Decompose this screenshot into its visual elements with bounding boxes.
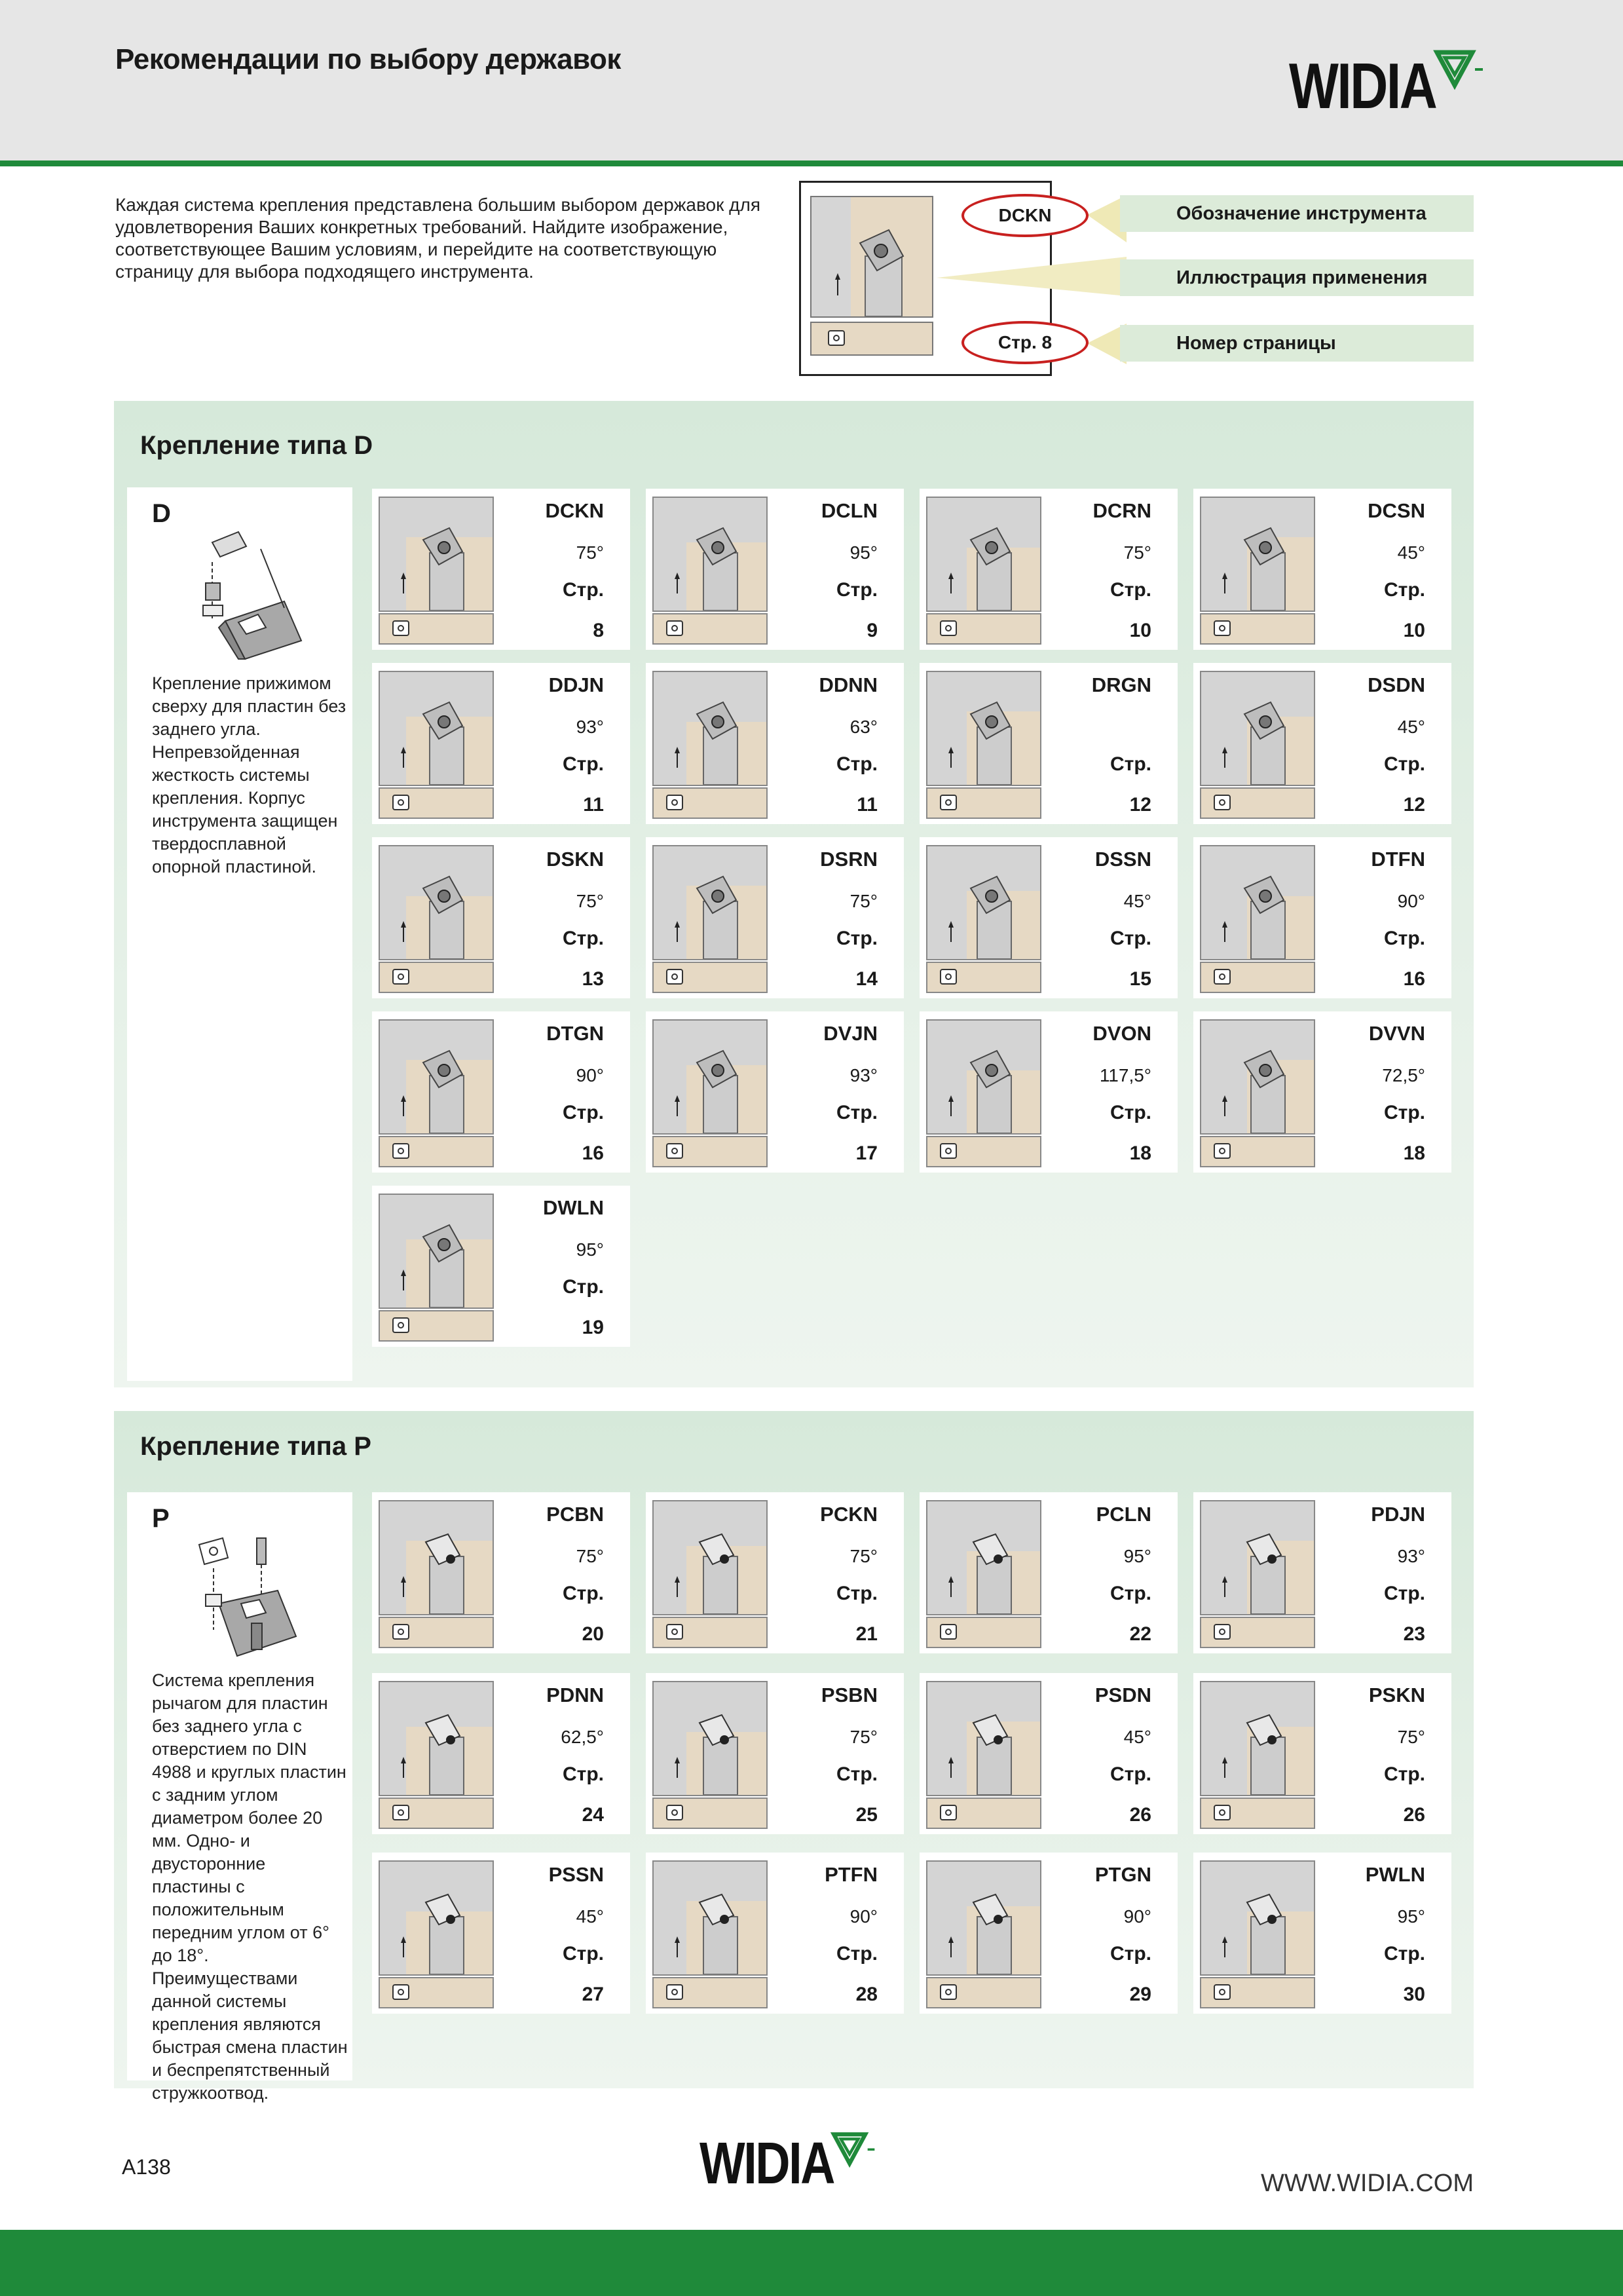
page-reference: 17	[855, 1142, 878, 1164]
approach-angle: 95°	[849, 542, 878, 563]
section-title: Крепление типа D	[140, 431, 373, 460]
approach-angle: 63°	[849, 717, 878, 737]
application-illustration	[652, 671, 768, 786]
tool-holder-card[interactable]	[920, 663, 1178, 824]
widia-logo	[1289, 50, 1491, 122]
application-illustration	[379, 1500, 494, 1615]
page-reference: 11	[583, 794, 604, 816]
application-illustration	[379, 1019, 494, 1135]
tool-holder-card[interactable]	[1193, 1853, 1451, 2014]
insert-illustration	[379, 1310, 494, 1342]
approach-angle: 45°	[1397, 542, 1425, 563]
application-illustration	[379, 1860, 494, 1976]
page-reference: 23	[1403, 1623, 1425, 1645]
page-label: Стр.	[1383, 928, 1425, 949]
tool-code: DCSN	[1368, 499, 1425, 522]
page-label: Стр.	[562, 928, 604, 949]
page-reference: 13	[582, 968, 604, 990]
tool-code: PDNN	[546, 1684, 604, 1706]
insert-illustration	[926, 1617, 1041, 1648]
page-label: Стр.	[1383, 579, 1425, 601]
page-reference: 18	[1129, 1142, 1151, 1164]
tool-code: DSKN	[546, 848, 604, 871]
section-title: Крепление типа P	[140, 1432, 371, 1461]
insert-illustration	[1200, 787, 1315, 819]
page-label: Стр.	[836, 928, 878, 949]
tool-holder-card[interactable]	[372, 489, 630, 650]
tool-code: PDJN	[1371, 1503, 1425, 1526]
application-illustration	[926, 1019, 1041, 1135]
tool-code: DSRN	[820, 848, 878, 871]
footer-widia-logo	[700, 2131, 882, 2196]
page-reference: 14	[855, 968, 878, 990]
page-label: Стр.	[562, 1943, 604, 1965]
tool-holder-card[interactable]	[646, 837, 904, 998]
application-illustration	[1200, 1860, 1315, 1976]
application-illustration	[1200, 1019, 1315, 1135]
tool-holder-card[interactable]	[1193, 663, 1451, 824]
page-label: Стр.	[1110, 579, 1151, 601]
approach-angle: 45°	[1123, 1727, 1151, 1747]
insert-illustration	[379, 962, 494, 993]
page-reference: 10	[1403, 620, 1425, 641]
tool-holder-card[interactable]	[372, 1853, 630, 2014]
tool-holder-card[interactable]	[920, 1011, 1178, 1173]
insert-illustration	[652, 613, 768, 645]
legend-label-illustration: Иллюстрация применения	[1120, 259, 1474, 296]
clamp-exploded-drawing	[186, 1532, 304, 1666]
application-illustration	[1200, 845, 1315, 960]
page-reference: 11	[857, 794, 878, 816]
tool-code: PSSN	[548, 1863, 604, 1886]
logo-text: WIDIA	[700, 2131, 834, 2196]
page-label: Стр.	[562, 1276, 604, 1298]
approach-angle: 90°	[849, 1906, 878, 1927]
legend-code-oval: DCKN	[961, 194, 1089, 237]
approach-angle: 95°	[1123, 1546, 1151, 1566]
page-reference: 30	[1403, 1984, 1425, 2005]
approach-angle: 62,5°	[561, 1727, 604, 1747]
page-reference: 12	[1403, 794, 1425, 816]
legend-label-designation: Обозначение инструмента	[1120, 195, 1474, 232]
logo-triangle-icon	[829, 2130, 882, 2172]
insert-illustration	[810, 322, 933, 356]
header-divider	[0, 160, 1623, 166]
tool-holder-card[interactable]	[1193, 837, 1451, 998]
page-label: Стр.	[562, 579, 604, 601]
page-reference: 9	[867, 620, 878, 641]
page-reference: 16	[1403, 968, 1425, 990]
application-illustration	[379, 1681, 494, 1796]
page-reference: 26	[1129, 1804, 1151, 1826]
page-label: Стр.	[836, 1583, 878, 1604]
insert-illustration	[652, 962, 768, 993]
website-link[interactable]: WWW.WIDIA.COM	[1260, 2170, 1474, 2197]
application-illustration	[652, 1681, 768, 1796]
page-label: Стр.	[836, 579, 878, 601]
tool-holder-card[interactable]	[372, 663, 630, 824]
application-illustration	[926, 497, 1041, 612]
tool-holder-card[interactable]	[372, 837, 630, 998]
page-label: Стр.	[1110, 1763, 1151, 1785]
clamp-exploded-drawing	[186, 523, 304, 664]
tool-holder-card[interactable]	[646, 1853, 904, 2014]
tool-holder-card[interactable]	[920, 837, 1178, 998]
application-illustration	[379, 845, 494, 960]
section-clamp-type-d	[114, 401, 1474, 1387]
tool-holder-card[interactable]	[1193, 1673, 1451, 1834]
insert-illustration	[926, 787, 1041, 819]
page-reference: 20	[582, 1623, 604, 1645]
application-illustration	[379, 671, 494, 786]
page-reference: 21	[855, 1623, 878, 1645]
insert-illustration	[926, 613, 1041, 645]
page-reference: 29	[1129, 1984, 1151, 2005]
page-label: Стр.	[562, 1583, 604, 1604]
insert-illustration	[652, 1797, 768, 1829]
approach-angle: 93°	[849, 1065, 878, 1085]
page-reference: 24	[582, 1804, 604, 1826]
approach-angle: 95°	[576, 1239, 604, 1260]
approach-angle: 45°	[1123, 891, 1151, 911]
insert-illustration	[379, 1797, 494, 1829]
page-label: Стр.	[836, 1943, 878, 1965]
insert-illustration	[379, 1136, 494, 1167]
tool-code: PCKN	[820, 1503, 878, 1526]
tool-code: DVON	[1092, 1022, 1151, 1045]
page-reference: 8	[593, 620, 604, 641]
page-label: Стр.	[1383, 1763, 1425, 1785]
approach-angle: 72,5°	[1382, 1065, 1425, 1085]
page-number: A138	[122, 2155, 171, 2179]
tool-holder-card[interactable]	[372, 1673, 630, 1834]
application-illustration	[652, 497, 768, 612]
tool-holder-card[interactable]	[372, 1492, 630, 1653]
insert-illustration	[379, 1977, 494, 2008]
tool-code: PWLN	[1365, 1863, 1425, 1886]
tool-code: DRGN	[1091, 673, 1151, 696]
page-label: Стр.	[1110, 1943, 1151, 1965]
page-label: Стр.	[836, 753, 878, 775]
approach-angle: 75°	[1123, 542, 1151, 563]
tool-holder-card[interactable]	[372, 1186, 630, 1347]
application-illustration	[652, 1019, 768, 1135]
tool-holder-card[interactable]	[372, 1011, 630, 1173]
tool-holder-card[interactable]	[920, 1492, 1178, 1653]
approach-angle: 90°	[1397, 891, 1425, 911]
application-illustration	[1200, 497, 1315, 612]
page-label: Стр.	[1383, 753, 1425, 775]
clamp-description: Крепление прижимом сверху для пластин без заднего угла. Непревзойденная жесткость системы крепления. Корпус инструмента защищен твердосплавной опорной пластиной.	[152, 673, 346, 876]
insert-illustration	[379, 787, 494, 819]
insert-illustration	[1200, 962, 1315, 993]
application-illustration	[652, 845, 768, 960]
tool-code: DTGN	[546, 1022, 604, 1045]
application-illustration	[1200, 671, 1315, 786]
application-illustration	[1200, 1681, 1315, 1796]
tool-code: DWLN	[543, 1196, 604, 1219]
tool-holder-card[interactable]	[920, 1853, 1178, 2014]
section-clamp-type-p	[114, 1411, 1474, 2103]
page-label: Стр.	[1110, 753, 1151, 775]
insert-illustration	[652, 1617, 768, 1648]
footer-bar	[0, 2230, 1623, 2296]
page-label: Стр.	[1110, 1102, 1151, 1123]
page-reference: 10	[1129, 620, 1151, 641]
tool-code: DDJN	[548, 673, 604, 696]
approach-angle: 75°	[576, 1546, 604, 1566]
page-reference: 22	[1129, 1623, 1151, 1645]
approach-angle: 93°	[576, 717, 604, 737]
application-illustration	[652, 1860, 768, 1976]
insert-illustration	[926, 1797, 1041, 1829]
tool-holder-card[interactable]	[920, 1673, 1178, 1834]
tool-holder-card[interactable]	[1193, 1011, 1451, 1173]
tool-code: PTFN	[825, 1863, 878, 1886]
approach-angle: 93°	[1397, 1546, 1425, 1566]
tool-code: DVVN	[1368, 1022, 1425, 1045]
insert-illustration	[926, 962, 1041, 993]
tool-holder-card[interactable]	[646, 663, 904, 824]
page-title: Рекомендации по выбору державок	[115, 43, 621, 75]
legend-beam-2	[937, 257, 1127, 296]
page-reference: 12	[1129, 794, 1151, 816]
application-illustration	[1200, 1500, 1315, 1615]
approach-angle: 117,5°	[1099, 1065, 1151, 1085]
insert-illustration	[379, 613, 494, 645]
tool-code: DVJN	[823, 1022, 878, 1045]
tool-holder-card[interactable]	[1193, 1492, 1451, 1653]
tool-code: PSKN	[1368, 1684, 1425, 1706]
insert-illustration	[652, 787, 768, 819]
insert-illustration	[379, 1617, 494, 1648]
page-label: Стр.	[836, 1102, 878, 1123]
tool-holder-card[interactable]	[646, 1492, 904, 1653]
page-reference: 16	[582, 1142, 604, 1164]
clamp-description: Система крепления рычагом для пластин без заднего угла с отверстием по DIN 4988 и круглых пластин с задним углом диаметром более 20 мм. Одно- и двусторонние пластины с положительным передним углом от 6° до 18°. Преимуществами данной системы крепления являются быстрая смена пластин и беспрепятственный стружкоотвод.	[152, 1670, 348, 2103]
page-label: Стр.	[1383, 1583, 1425, 1604]
tool-code: DSSN	[1094, 848, 1151, 871]
approach-angle: 75°	[576, 542, 604, 563]
tool-code: PSBN	[821, 1684, 878, 1706]
insert-illustration	[1200, 1977, 1315, 2008]
tool-code: DSDN	[1368, 673, 1425, 696]
page-reference: 26	[1403, 1804, 1425, 1826]
tool-code: PCBN	[546, 1503, 604, 1526]
approach-angle: 75°	[849, 1546, 878, 1566]
application-illustration	[379, 497, 494, 612]
tool-holder-card[interactable]	[920, 489, 1178, 650]
page-reference: 18	[1403, 1142, 1425, 1164]
tool-code: DTFN	[1371, 848, 1425, 871]
page-reference: 15	[1129, 968, 1151, 990]
application-illustration	[926, 1681, 1041, 1796]
page-label: Стр.	[562, 1763, 604, 1785]
page-label: Стр.	[562, 753, 604, 775]
application-illustration	[926, 845, 1041, 960]
insert-illustration	[926, 1136, 1041, 1167]
legend-label-page: Номер страницы	[1120, 325, 1474, 362]
insert-illustration	[1200, 613, 1315, 645]
page-reference: 27	[582, 1984, 604, 2005]
tool-code: DCLN	[821, 499, 878, 522]
tool-code: DDNN	[819, 673, 878, 696]
clamp-letter: P	[152, 1504, 170, 1533]
clamp-description-panel	[127, 1492, 352, 2103]
clamp-description-panel	[127, 487, 352, 1381]
tool-code: DCKN	[545, 499, 604, 522]
insert-illustration	[652, 1977, 768, 2008]
approach-angle: 75°	[576, 891, 604, 911]
application-illustration	[926, 671, 1041, 786]
page-label: Стр.	[1110, 1583, 1151, 1604]
logo-text: WIDIA	[1289, 50, 1436, 122]
approach-angle: 45°	[576, 1906, 604, 1927]
insert-illustration	[652, 1136, 768, 1167]
tool-holder-card[interactable]	[646, 1673, 904, 1834]
page-label: Стр.	[836, 1763, 878, 1785]
tool-holder-card[interactable]	[646, 489, 904, 650]
clamp-letter: D	[152, 499, 171, 528]
approach-angle: 45°	[1397, 717, 1425, 737]
application-illustration	[926, 1500, 1041, 1615]
legend-page-oval: Стр. 8	[961, 321, 1089, 364]
application-illustration	[810, 196, 933, 318]
tool-code: DCRN	[1092, 499, 1151, 522]
application-illustration	[652, 1500, 768, 1615]
insert-illustration	[1200, 1617, 1315, 1648]
tool-code: PCLN	[1096, 1503, 1151, 1526]
approach-angle: 75°	[849, 891, 878, 911]
approach-angle: 90°	[1123, 1906, 1151, 1927]
application-illustration	[379, 1194, 494, 1309]
page-reference: 25	[855, 1804, 878, 1826]
approach-angle: 95°	[1397, 1906, 1425, 1927]
page-reference: 19	[582, 1317, 604, 1338]
insert-illustration	[1200, 1136, 1315, 1167]
page-label: Стр.	[562, 1102, 604, 1123]
approach-angle: 75°	[849, 1727, 878, 1747]
tool-holder-card[interactable]	[1193, 489, 1451, 650]
intro-text: Каждая система крепления представлена большим выбором державок для удовлетворения Ваших конкретных требований. Найдите изображение, соответствующее Вашим условиям, и перейдите на соответствующую страницу для выбора подходящего инструмента.	[115, 195, 760, 282]
tool-code: PTGN	[1094, 1863, 1151, 1886]
page-label: Стр.	[1383, 1102, 1425, 1123]
page-label: Стр.	[1110, 928, 1151, 949]
page-label: Стр.	[1383, 1943, 1425, 1965]
application-illustration	[926, 1860, 1041, 1976]
tool-code: PSDN	[1094, 1684, 1151, 1706]
approach-angle: 90°	[576, 1065, 604, 1085]
page-reference: 28	[855, 1984, 878, 2005]
logo-triangle-icon	[1432, 48, 1491, 94]
insert-illustration	[926, 1977, 1041, 2008]
insert-illustration	[1200, 1797, 1315, 1829]
tool-holder-card[interactable]	[646, 1011, 904, 1173]
approach-angle: 75°	[1397, 1727, 1425, 1747]
